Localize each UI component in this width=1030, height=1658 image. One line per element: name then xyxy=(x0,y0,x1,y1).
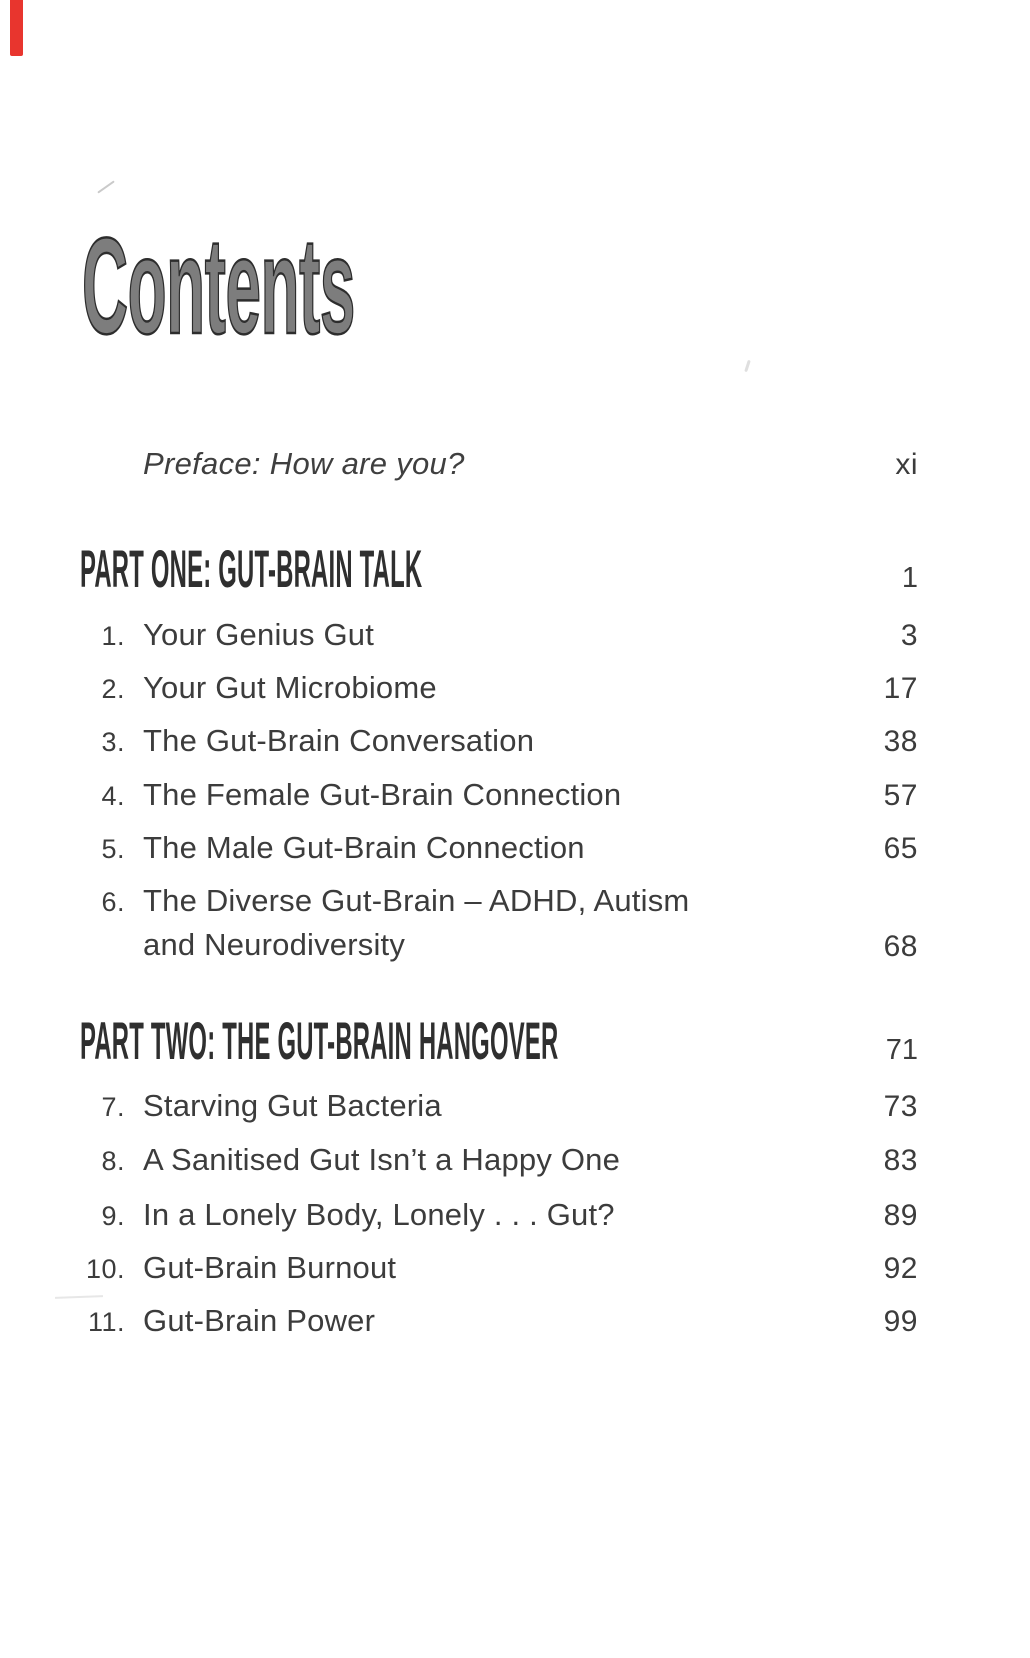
red-bookmark-strip xyxy=(10,0,23,56)
faint-scan-tick xyxy=(744,360,751,372)
toc-row-chapter-2 xyxy=(80,672,918,704)
toc-row-chapter-1 xyxy=(80,619,918,651)
chapter-6-title-line2: and Neurodiversity xyxy=(143,927,406,962)
chapter-7-page-number: 73 xyxy=(883,1090,918,1123)
toc-row-chapter-4 xyxy=(80,779,918,811)
chapter-9-number: 9. xyxy=(101,1201,125,1231)
chapter-6-title-line1: The Diverse Gut-Brain – ADHD, Autism xyxy=(143,883,690,918)
toc-row-chapter-5 xyxy=(80,832,918,864)
part-two-heading-text: PART TWO: THE GUT-BRAIN HANGOVER xyxy=(80,1012,559,1071)
chapter-4-number: 4. xyxy=(101,781,125,811)
chapter-9-title: In a Lonely Body, Lonely . . . Gut? xyxy=(143,1197,615,1232)
chapter-3-page-number: 38 xyxy=(883,725,918,758)
chapter-4-title: The Female Gut-Brain Connection xyxy=(143,777,622,812)
part-one-heading-text: PART ONE: GUT-BRAIN TALK xyxy=(80,540,423,599)
chapter-10-page-number: 92 xyxy=(883,1252,918,1285)
chapter-2-number: 2. xyxy=(101,674,125,704)
chapter-8-page-number: 83 xyxy=(883,1144,918,1177)
chapter-10-number: 10. xyxy=(85,1254,125,1284)
chapter-10-title: Gut-Brain Burnout xyxy=(143,1250,397,1285)
chapter-5-left xyxy=(80,832,585,863)
chapter-5-title: The Male Gut-Brain Connection xyxy=(143,830,585,865)
chapter-7-title: Starving Gut Bacteria xyxy=(143,1088,442,1123)
chapter-11-title: Gut-Brain Power xyxy=(143,1303,376,1338)
toc-row-chapter-9 xyxy=(80,1199,918,1231)
pencil-scan-mark xyxy=(97,180,115,193)
chapter-6-title xyxy=(143,879,689,967)
part-one-page-number: 1 xyxy=(901,562,918,594)
toc-row-chapter-11 xyxy=(80,1305,918,1337)
toc-row-chapter-7 xyxy=(80,1090,918,1122)
chapter-8-title: A Sanitised Gut Isn’t a Happy One xyxy=(143,1142,621,1177)
chapter-6-page-number: 68 xyxy=(883,930,918,963)
chapter-8-left xyxy=(80,1144,620,1175)
chapter-1-title: Your Genius Gut xyxy=(143,617,375,652)
chapter-5-number: 5. xyxy=(101,834,125,864)
chapter-7-left xyxy=(80,1090,442,1121)
preface-left-group xyxy=(80,448,465,479)
toc-row-chapter-3 xyxy=(80,725,918,757)
preface-page-number: xi xyxy=(895,448,918,481)
chapter-4-page-number: 57 xyxy=(883,779,918,812)
chapter-3-left xyxy=(80,725,534,756)
chapter-1-page-number: 3 xyxy=(900,619,918,652)
chapter-1-number: 1. xyxy=(101,621,125,651)
chapter-2-left xyxy=(80,672,437,703)
toc-row-chapter-10 xyxy=(80,1252,918,1284)
chapter-8-number: 8. xyxy=(101,1146,125,1176)
contents-title-text: Contents xyxy=(82,210,355,363)
part-two-page-number: 71 xyxy=(885,1034,918,1066)
chapter-2-page-number: 17 xyxy=(883,672,918,705)
toc-row-chapter-8 xyxy=(80,1144,918,1176)
faint-scan-smudge xyxy=(55,1295,103,1299)
chapter-2-title: Your Gut Microbiome xyxy=(143,670,437,705)
toc-row-chapter-6 xyxy=(80,879,918,969)
toc-row-preface xyxy=(80,448,918,480)
chapter-1-left xyxy=(80,619,374,650)
chapter-10-left xyxy=(80,1252,396,1283)
chapter-9-left xyxy=(80,1199,615,1230)
chapter-11-left xyxy=(80,1305,375,1336)
chapter-11-number: 11. xyxy=(87,1307,125,1337)
preface-label: Preface: How are you? xyxy=(143,446,465,481)
chapter-9-page-number: 89 xyxy=(883,1199,918,1232)
chapter-3-title: The Gut-Brain Conversation xyxy=(143,723,535,758)
chapter-11-page-number: 99 xyxy=(883,1305,918,1338)
chapter-7-number: 7. xyxy=(101,1092,125,1122)
chapter-4-left xyxy=(80,779,621,810)
chapter-6-number: 6. xyxy=(101,887,125,917)
chapter-5-page-number: 65 xyxy=(883,832,918,865)
chapter-3-number: 3. xyxy=(101,727,125,757)
part-one-heading xyxy=(80,540,841,599)
contents-title xyxy=(82,210,668,363)
